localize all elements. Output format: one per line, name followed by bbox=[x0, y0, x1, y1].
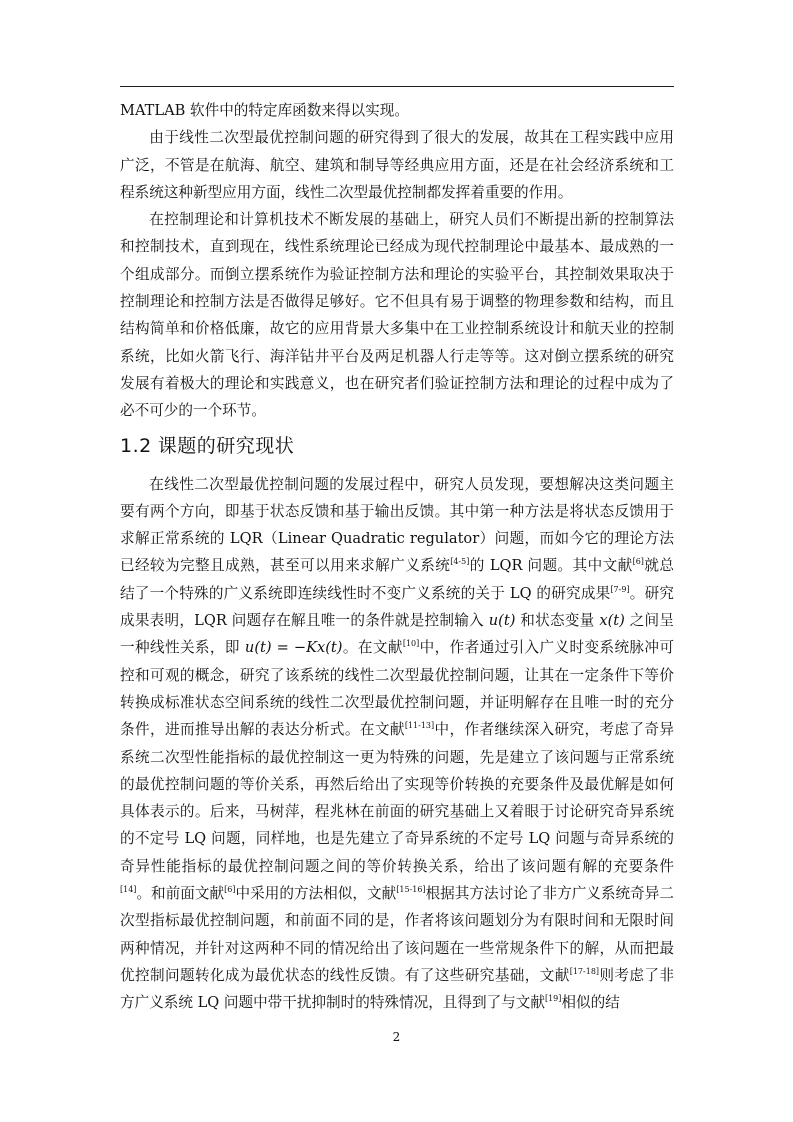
text-run: 。在文献 bbox=[342, 639, 403, 657]
text-run: 中，作者继续深入研究，考虑了奇异系统二次型性能指标的最优控制这一更为特殊的问题，先是建立了该问题与正常系统的最优控制问题的等价关系，再然后给出了实现等价转换的充要条件及最优解是如何具体表示的。后来，马树萍，程兆林在前面的研究基础上又着眼于讨论研究奇异系统的不定号 LQ 问题，同样地，也是先建立了奇异系统的不定号 LQ 问题与奇异系统的奇异性能指标的最优控制问题之间的等价转换关系，给出了该问题有解的充要条件 bbox=[120, 721, 674, 875]
paragraph-inverted-pendulum: 在控制理论和计算机技术不断发展的基础上，研究人员们不断提出新的控制算法和控制技术，直到现在，线性系统理论已经成为现代控制理论中最基本、最成熟的一个组成部分。而倒立摆系统作为验证控制方法和理论的实验平台，其控制效果取决于控制理论和控制方法是否做得足够好。它不但具有易于调整的物理参数和结构，而且结构简单和价格低廉，故它的应用背景大多集中在工业控制系统设计和航天业的控制系统，比如火箭飞行、海洋钻井平台及两足机器人行走等等。这对倒立摆系统的研究发展有着极大的理论和实践意义，也在研究者们验证控制方法和理论的过程中成为了必不可少的一个环节。 bbox=[120, 211, 674, 420]
section-number: 1.2 bbox=[120, 434, 152, 457]
paragraph-continuation: MATLAB 软件中的特定库函数来得以实现。 bbox=[120, 102, 409, 119]
citation: [14] bbox=[120, 885, 137, 895]
section-title: 课题的研究现状 bbox=[157, 434, 295, 457]
text-run: 中，作者通过引入广义时变系统脉冲可控和可观的概念，研究了该系统的线性二次型最优控制问题，让其在一定条件下等价转换成标准状态空间系统的线性二次型最优控制问题，并证明解存在且唯一时的充分条件，进而推导出解的表达分析式。在文献 bbox=[120, 639, 674, 739]
text-run: 则考虑了非方广义系统 LQ 问题中带干扰抑制时的特殊情况，且得到了与文献 bbox=[120, 966, 674, 1012]
citation: [6] bbox=[632, 557, 644, 567]
text-run: 。和前面文献 bbox=[136, 885, 225, 903]
citation: [10] bbox=[402, 639, 420, 649]
text-run: 的 LQR 问题。其中文献 bbox=[469, 557, 633, 575]
citation: [11-13] bbox=[404, 721, 435, 731]
page-content bbox=[120, 97, 674, 1017]
text-run: 和状态变量 bbox=[515, 612, 600, 630]
text-run: 根据其方法讨论了非方广义系统奇异二次型指标最优控制问题，和前面不同的是，作者将该问题划分为有限时间和无限时间两种情况，并针对这两种不同的情况给出了该问题在一些常规条件下的解，从而把最优控制问题转化成为最优状态的线性反馈。有了这些研究基础，文献 bbox=[120, 885, 674, 984]
math-control-law: u(t) = −Kx(t) bbox=[244, 639, 343, 657]
page-number: 2 bbox=[392, 1030, 401, 1044]
text-run: 。研究成果表明，LQR 问题存在解且唯一的条件就是控制输入 bbox=[120, 584, 674, 630]
text-run: 就总结了一个特殊的广义系统即连续线性时不变广义系统的关于 LQ 的研究成果 bbox=[120, 557, 674, 602]
text-run: 在线性二次型最优控制问题的发展过程中，研究人员发现，要想解决这类问题主要有两个方向，即基于状态反馈和基于输出反馈。其中第一种方法是将状态反馈用于求解正常系统的 LQR（Linear Quadratic regulator）问题，而如今它的理论方法已经较为完整且成熟，甚至可以用来求解广义系统 bbox=[120, 475, 674, 575]
citation: [6] bbox=[224, 885, 236, 895]
header-rule bbox=[120, 86, 674, 87]
citation: [4-5] bbox=[450, 557, 470, 567]
paragraph-research-status bbox=[120, 471, 674, 1017]
paragraph-lqr-applications: 由于线性二次型最优控制问题的研究得到了很大的发展，故其在工程实践中应用广泛，不管是在航海、航空、建筑和制导等经典应用方面，还是在社会经济系统和工程系统这种新型应用方面，线性二次型最优控制都发挥着重要的作用。 bbox=[120, 129, 674, 201]
text-run: 中采用的方法相似，文献 bbox=[235, 885, 397, 903]
text-run: 之间呈一种线性关系，即 bbox=[120, 612, 674, 657]
citation: [15-16] bbox=[396, 885, 426, 895]
citation: [7-9] bbox=[610, 584, 630, 594]
text-run: 相似的结 bbox=[561, 994, 620, 1012]
math-state-variable: x(t) bbox=[599, 612, 625, 630]
citation: [17-18] bbox=[569, 966, 600, 976]
math-control-input: u(t) bbox=[488, 612, 516, 630]
citation: [19] bbox=[544, 994, 562, 1004]
section-heading bbox=[120, 431, 674, 461]
